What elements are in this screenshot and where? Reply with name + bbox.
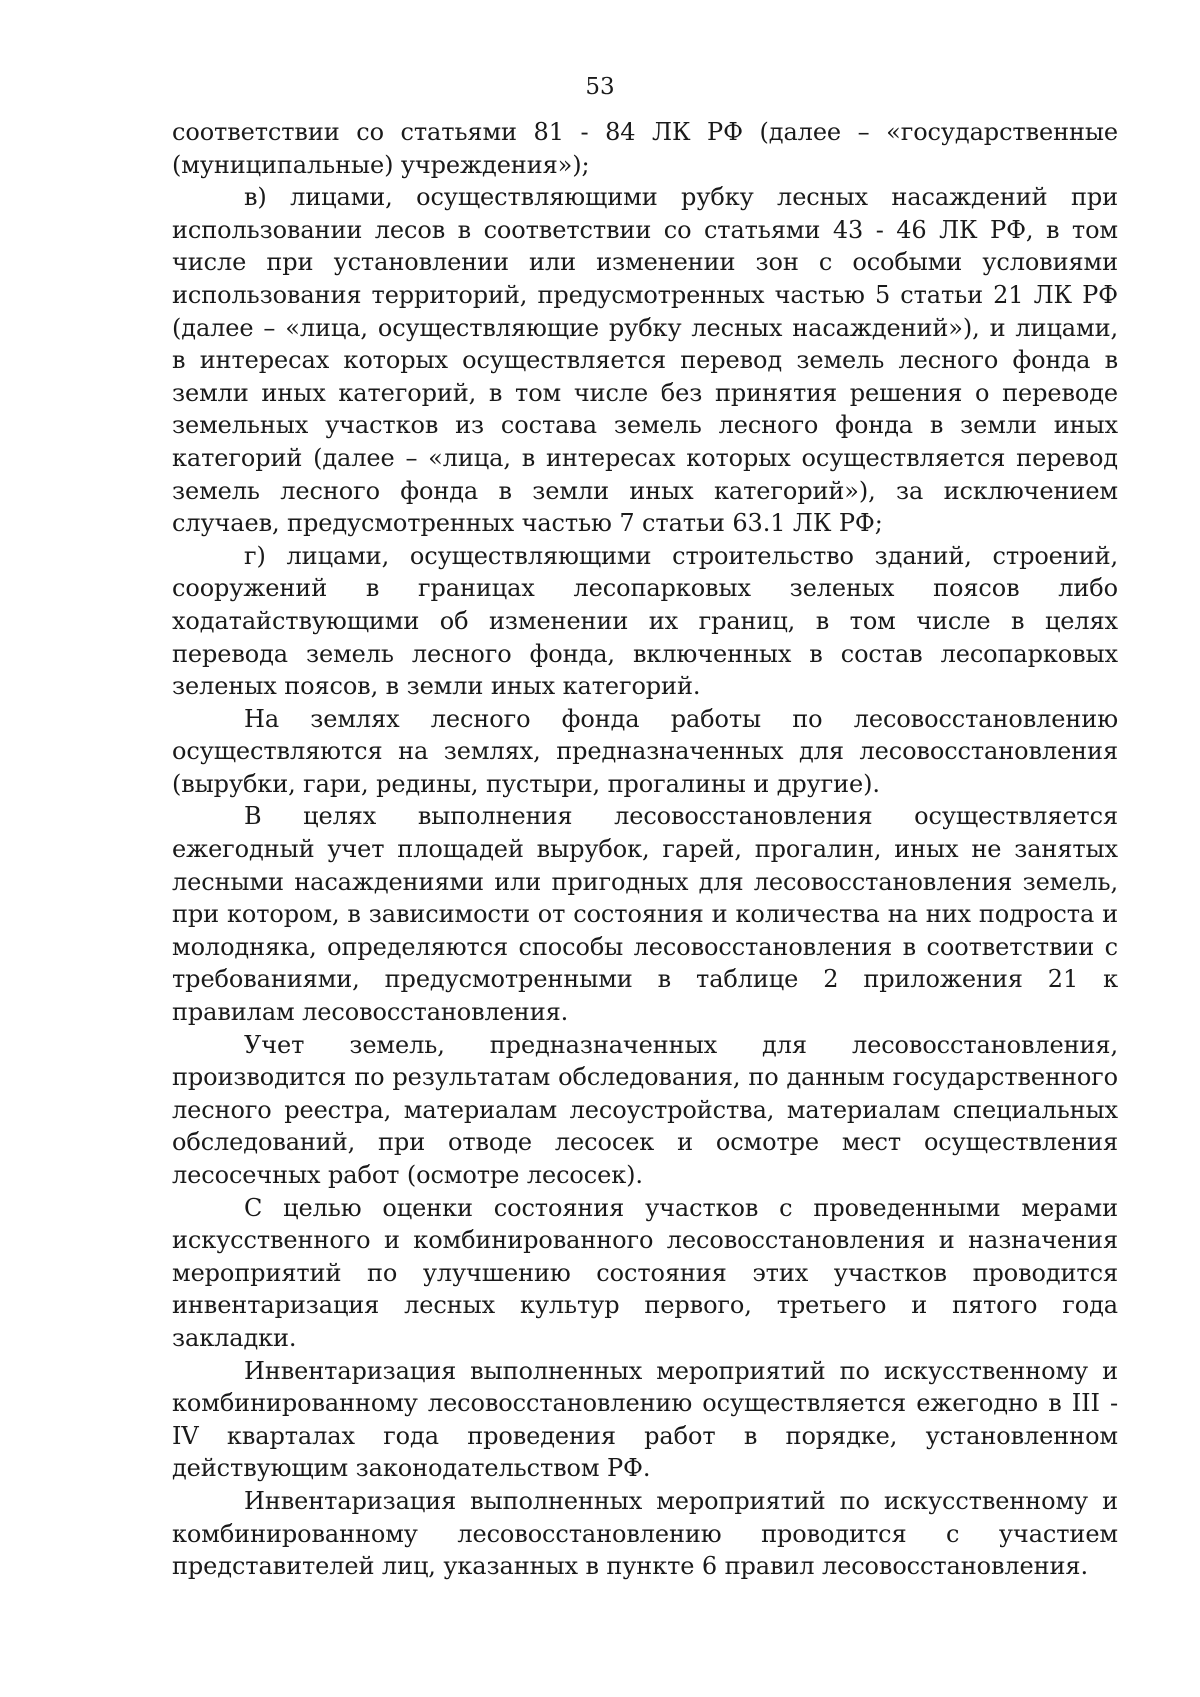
paragraph-item-g: г) лицами, осуществляющими строительство зданий, строений, сооружений в границах лесопарковых зеленых поясов либо ходатайствующими об изменении их границ, в том числе в целях перевода земель лесного фонда, включенных в состав лесопарковых зеленых поясов, в земли иных категорий. <box>172 541 1118 701</box>
paragraph-inventory-participants: Инвентаризация выполненных мероприятий по искусственному и комбинированному лесовосстановлению проводится с участием представителей лиц, указанных в пункте 6 правил лесовосстановления. <box>172 1486 1118 1581</box>
paragraph-item-v: в) лицами, осуществляющими рубку лесных насаждений при использовании лесов в соответствии со статьями 43 - 46 ЛК РФ, в том числе при установлении или изменении зон с особыми условиями использования территорий, предусмотренных частью 5 статьи 21 ЛК РФ (далее – «лица, осуществляющие рубку лесных насаждений»), и лицами, в интересах которых осуществляется перевод земель лесного фонда в земли иных категорий, в том числе без принятия решения о переводе земельных участков из состава земель лесного фонда в земли иных категорий (далее – «лица, в интересах которых осуществляется перевод земель лесного фонда в земли иных категорий»), за исключением случаев, предусмотренных частью 7 статьи 63.1 ЛК РФ; <box>172 183 1118 538</box>
paragraph-inventory-timing: Инвентаризация выполненных мероприятий по искусственному и комбинированному лесовосстановлению осуществляется ежегодно в III - IV кварталах года проведения работ в порядке, установленном действующим законодательством РФ. <box>172 1356 1118 1483</box>
paragraph-annual-accounting: В целях выполнения лесовосстановления осуществляется ежегодный учет площадей вырубок, гарей, прогалин, иных не занятых лесными насаждениями или пригодных для лесовосстановления земель, при котором, в зависимости от состояния и количества на них подроста и молодняка, определяются способы лесовосстановления в соответствии с требованиями, предусмотренными в таблице 2 приложения 21 к правилам лесовосстановления. <box>172 802 1118 1027</box>
paragraph-assessment: С целью оценки состояния участков с проведенными мерами искусственного и комбинированного лесовосстановления и назначения мероприятий по улучшению состояния этих участков проводится инвентаризация лесных культур первого, третьего и пятого года закладки. <box>172 1193 1118 1352</box>
document-body <box>172 116 1118 1583</box>
paragraph-continuation: соответствии со статьями 81 - 84 ЛК РФ (далее – «государственные (муниципальные) учреждения»); <box>172 118 1118 179</box>
page-number: 53 <box>585 74 615 100</box>
paragraph-land-accounting: Учет земель, предназначенных для лесовосстановления, производится по результатам обследования, по данным государственного лесного реестра, материалам лесоустройства, материалам специальных обследований, при отводе лесосек и осмотре мест осуществления лесосечных работ (осмотре лесосек). <box>172 1030 1118 1189</box>
paragraph-forest-lands: На землях лесного фонда работы по лесовосстановлению осуществляются на землях, предназначенных для лесовосстановления (вырубки, гари, редины, пустыри, прогалины и другие). <box>172 704 1118 798</box>
